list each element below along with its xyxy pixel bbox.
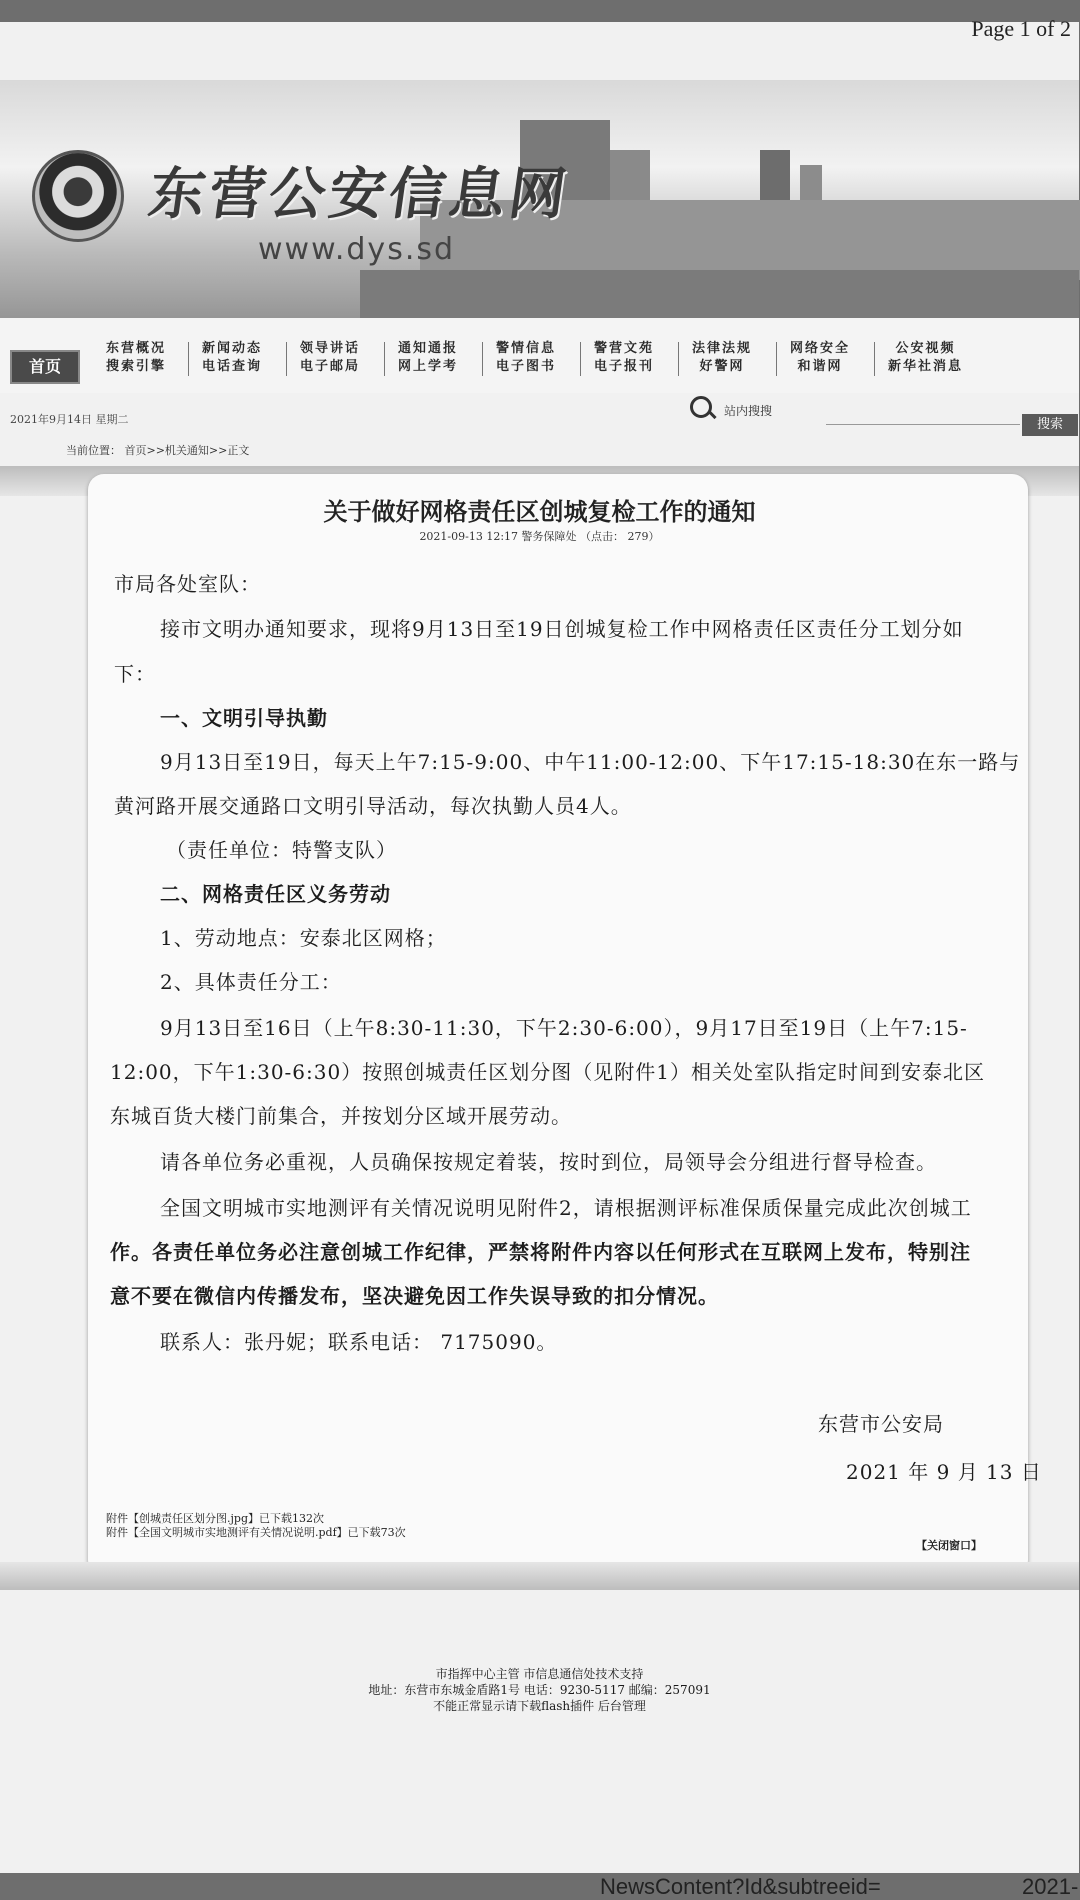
body-text: 9月13日至16日（上午8:30-11:30，下午2:30-6:00），9月17日至19日（上午7:15- — [160, 1016, 968, 1040]
site-footer — [0, 1666, 1079, 1714]
nav-link[interactable]: 电子图书 — [496, 359, 557, 374]
body-text: 黄河路开展交通路口文明引导活动，每次执勤人员4人。 — [114, 794, 632, 818]
section-heading: 二、网格责任区义务劳动 — [160, 882, 391, 906]
body-text-bold: 意不要在微信内传播发布，坚决避免因工作失误导致的扣分情况。 — [110, 1284, 719, 1308]
body-text: 全国文明城市实地测评有关情况说明见附件2，请根据测评标准保质保量完成此次创城工 — [160, 1196, 972, 1220]
nav-divider — [580, 342, 581, 376]
nav-column — [594, 340, 654, 376]
nav-divider — [384, 342, 385, 376]
article-title: 关于做好网格责任区创城复检工作的通知 — [323, 497, 756, 526]
contact-line: 联系人：张丹妮；联系电话： 7175090。 — [160, 1330, 558, 1354]
nav-link[interactable]: 公安视频 — [895, 341, 956, 356]
nav-column — [106, 340, 166, 376]
body-text: 请各单位务必重视，人员确保按规定着装，按时到位，局领导会分组进行督导检查。 — [160, 1150, 937, 1174]
current-date: 2021年9月14日 星期二 — [10, 413, 129, 426]
nav-link[interactable]: 通知通报 — [398, 341, 459, 356]
body-text: 接市文明办通知要求，现将9月13日至19日创城复检工作中网格责任区责任分工划分如 — [160, 617, 964, 641]
nav-link[interactable]: 电话查询 — [202, 359, 263, 374]
print-date-fragment: 2021- — [1022, 1874, 1079, 1899]
body-text: 12:00，下午1:30-6:30）按照创城责任区划分图（见附件1）相关处室队指定时间到安泰北区 — [110, 1060, 985, 1084]
breadcrumb: 当前位置： 首页>>机关通知>>正文 — [66, 444, 250, 457]
close-window-link[interactable]: 【关闭窗口】 — [916, 1539, 982, 1552]
search-label: 站内搜搜 — [724, 404, 773, 418]
printed-page — [0, 16, 1079, 1899]
site-url: www.dys.sd — [258, 232, 456, 267]
nav-link[interactable]: 警营文苑 — [594, 341, 655, 356]
nav-divider — [188, 342, 189, 376]
body-text: 下： — [114, 662, 156, 686]
salutation: 市局各处室队： — [114, 572, 261, 596]
nav-divider — [678, 342, 679, 376]
body-text: 东城百货大楼门前集合，并按划分区域开展劳动。 — [110, 1104, 572, 1128]
attachment-link[interactable]: 附件【全国文明城市实地测评有关情况说明.pdf】已下载73次 — [106, 1526, 406, 1539]
body-text: （责任单位：特警支队） — [166, 838, 397, 862]
nav-link[interactable]: 好警网 — [699, 359, 745, 374]
body-text: 2、具体责任分工： — [160, 970, 342, 994]
site-title: 东营公安信息网 — [144, 161, 575, 227]
signature: 东营市公安局 — [818, 1412, 944, 1436]
nav-link[interactable]: 电子邮局 — [300, 359, 361, 374]
footer-line: 市指挥中心主管 市信息通信处技术支持 — [435, 1667, 644, 1681]
nav-column — [496, 340, 556, 376]
body-text-bold: 作。各责任单位务必注意创城工作纪律，严禁将附件内容以任何形式在互联网上发布，特别注 — [110, 1240, 971, 1264]
nav-column — [692, 340, 752, 376]
attachment-link[interactable]: 附件【创城责任区划分图.jpg】已下载132次 — [106, 1512, 324, 1525]
nav-column — [888, 340, 963, 376]
section-heading: 一、文明引导执勤 — [160, 706, 328, 730]
nav-link[interactable]: 电子报刊 — [594, 359, 655, 374]
nav-divider — [874, 342, 875, 376]
nav-link[interactable]: 搜索引擎 — [106, 359, 167, 374]
article-meta: 2021-09-13 12:17 警务保障处 （点击： 279） — [419, 530, 660, 543]
nav-column — [398, 340, 458, 376]
nav-column — [202, 340, 262, 376]
body-text: 1、劳动地点：安泰北区网格； — [160, 926, 447, 950]
nav-link[interactable]: 和谐网 — [797, 359, 843, 374]
search-icon — [690, 396, 712, 418]
nav-link[interactable]: 警情信息 — [496, 341, 557, 356]
divider-band — [0, 1562, 1079, 1590]
nav-divider — [776, 342, 777, 376]
home-button[interactable]: 首页 — [10, 350, 80, 384]
nav-column — [790, 340, 850, 376]
nav-link[interactable]: 领导讲话 — [300, 341, 361, 356]
nav-divider — [286, 342, 287, 376]
nav-column — [300, 340, 360, 376]
nav-bar — [0, 318, 1079, 393]
nav-link[interactable]: 东营概况 — [106, 341, 167, 356]
print-url-fragment: NewsContent?Id&subtreeid= — [600, 1874, 881, 1899]
nav-link[interactable]: 法律法规 — [692, 341, 753, 356]
nav-divider — [482, 342, 483, 376]
search-input[interactable] — [826, 406, 1020, 425]
attachment-list — [106, 1512, 406, 1540]
sign-date: 2021 年 9 月 13 日 — [846, 1460, 1042, 1484]
search-button[interactable]: 搜索 — [1022, 414, 1078, 436]
nav-link[interactable]: 网上学考 — [398, 359, 459, 374]
page-number: Page 1 of 2 — [971, 16, 1071, 41]
body-text: 9月13日至19日，每天上午7:15-9:00、中午11:00-12:00、下午17:15-18:30在东一路与 — [160, 750, 1021, 774]
footer-line: 不能正常显示请下载flash插件 后台管理 — [433, 1699, 646, 1713]
nav-link[interactable]: 网络安全 — [790, 341, 851, 356]
nav-link[interactable]: 新闻动态 — [202, 341, 263, 356]
nav-link[interactable]: 新华社消息 — [888, 359, 964, 374]
police-emblem-icon — [32, 150, 124, 242]
footer-line: 地址：东营市东城金盾路1号 电话：9230-5117 邮编：257091 — [368, 1683, 711, 1697]
